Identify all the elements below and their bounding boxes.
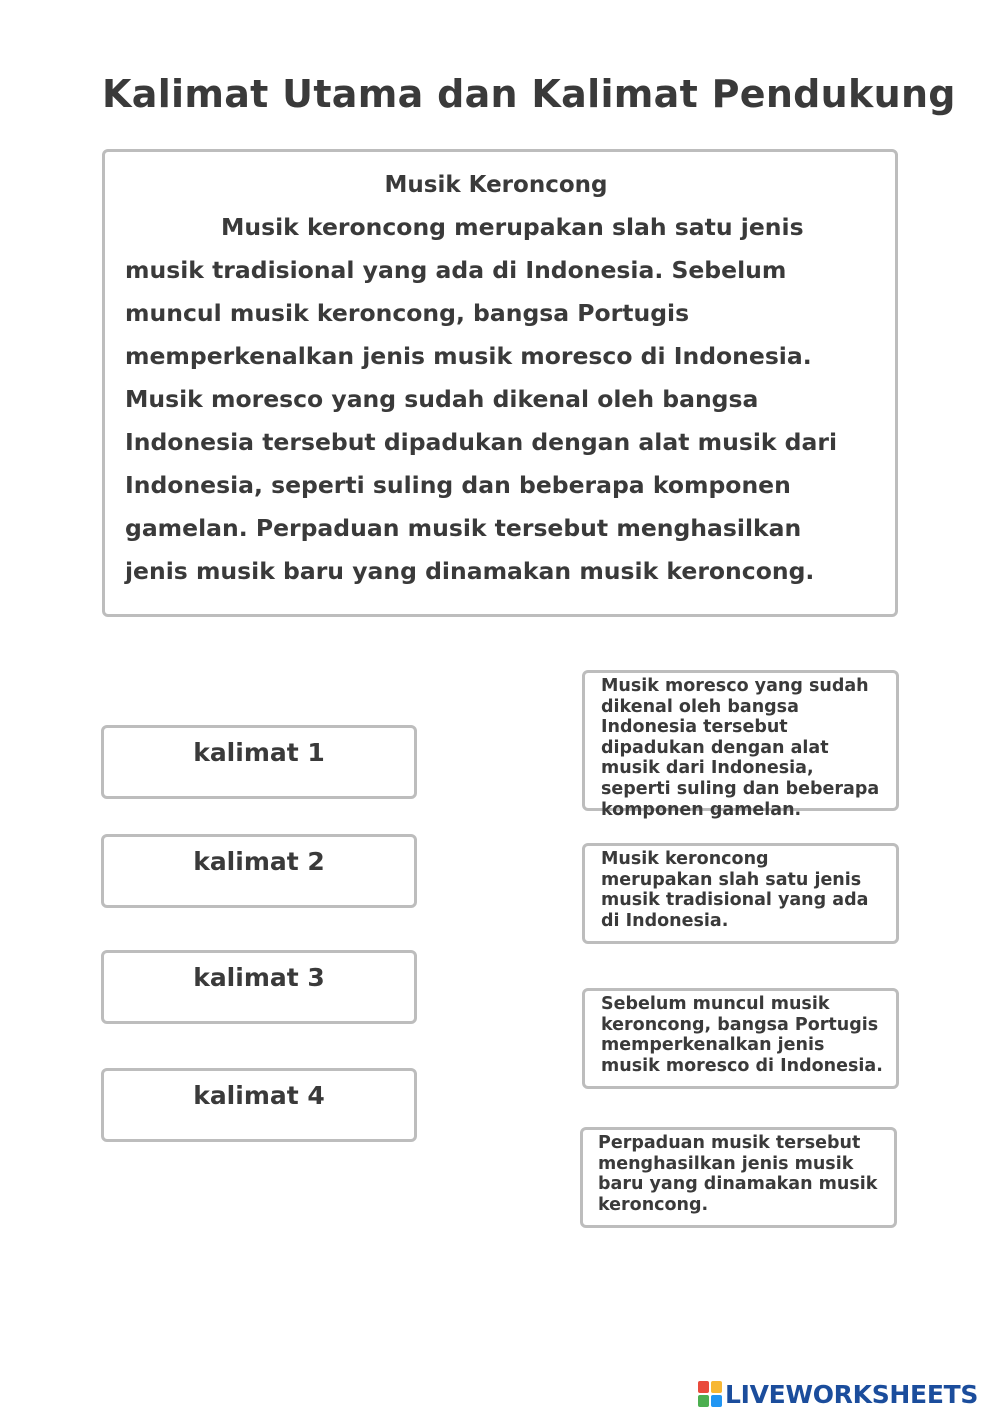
page-title: Kalimat Utama dan Kalimat Pendukung bbox=[102, 72, 956, 116]
slot-label: kalimat 4 bbox=[193, 1081, 325, 1110]
drop-slot-kalimat-4[interactable] bbox=[101, 1068, 417, 1142]
logo-text: LIVEWORKSHEETS bbox=[725, 1379, 979, 1409]
slot-label: kalimat 2 bbox=[193, 847, 325, 876]
reading-passage-box bbox=[102, 149, 898, 617]
card-text: Musik moresco yang sudah dikenal oleh bangsa Indonesia tersebut dipadukan dengan alat musik dari Indonesia, seperti suling dan beberapa komponen gamelan. bbox=[601, 676, 880, 820]
card-text: Perpaduan musik tersebut menghasilkan jenis musik baru yang dinamakan musik keroncong. bbox=[598, 1133, 878, 1215]
reading-text: Musik keroncong merupakan slah satu jenis musik tradisional yang ada di Indonesia. Sebelum muncul musik keroncong, bangsa Portugis memperkenalkan jenis musik moresco di Indonesia. Musik moresco yang sudah dikenal oleh bangsa Indonesia tersebut dipadukan dengan alat musik dari Indonesia, seperti suling dan beberapa komponen gamelan. Perpaduan musik tersebut menghasilkan jenis musik baru yang dinamakan musik keroncong. bbox=[125, 213, 838, 585]
card-text: Musik keroncong merupakan slah satu jenis musik tradisional yang ada di Indonesia. bbox=[601, 849, 869, 931]
drop-slot-kalimat-1[interactable] bbox=[101, 725, 417, 799]
drop-slot-kalimat-3[interactable] bbox=[101, 950, 417, 1024]
reading-title: Musik Keroncong bbox=[384, 172, 608, 198]
draggable-sentence-card[interactable] bbox=[580, 1127, 897, 1228]
draggable-sentence-card[interactable] bbox=[582, 988, 899, 1089]
slot-label: kalimat 3 bbox=[193, 963, 325, 992]
liveworksheets-logo-icon bbox=[698, 1381, 722, 1407]
drop-slot-kalimat-2[interactable] bbox=[101, 834, 417, 908]
slot-label: kalimat 1 bbox=[193, 738, 325, 767]
draggable-sentence-card[interactable] bbox=[582, 843, 899, 944]
liveworksheets-logo[interactable] bbox=[698, 1379, 978, 1409]
draggable-sentence-card[interactable] bbox=[582, 670, 899, 820]
card-text: Sebelum muncul musik keroncong, bangsa Portugis memperkenalkan jenis musik moresco di Indonesia. bbox=[601, 994, 883, 1076]
